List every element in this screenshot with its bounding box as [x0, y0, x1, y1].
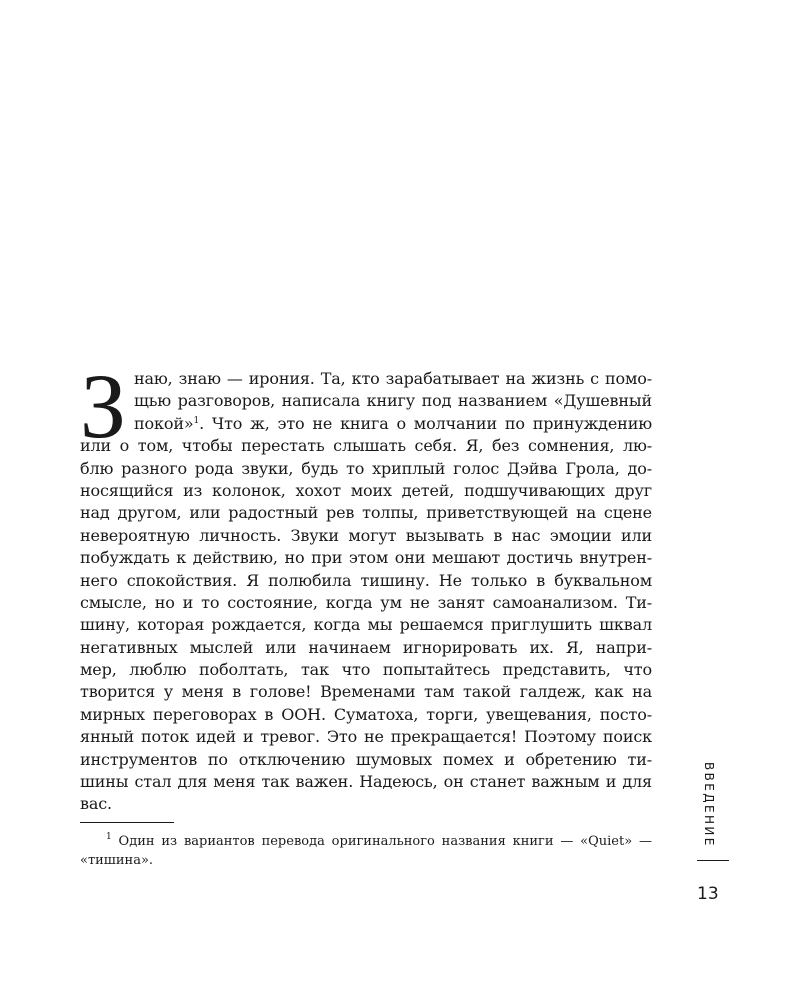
body-line: творится у меня в голове! Временами там такой галдеж, как на: [80, 682, 652, 702]
body-line: мирных переговорах в ООН. Суматоха, торги, увещевания, посто-: [80, 704, 652, 724]
body-line: блю разного рода звуки, будь то хриплый голос Дэйва Грола, до-: [80, 458, 652, 478]
footnote: [80, 832, 652, 870]
body-line: янный поток идей и тревог. Это не прекращается! Поэтому поиск: [80, 727, 652, 747]
body-line: шины стал для меня так важен. Надеюсь, он станет важным и для: [80, 772, 652, 792]
body-line: смысле, но и то состояние, когда ум не занят самоанализом. Ти-: [80, 592, 652, 612]
body-line: него спокойствия. Я полюбила тишину. Не только в буквальном: [80, 570, 652, 590]
body-line: инструментов по отключению шумовых помех и обретению ти-: [80, 749, 652, 769]
footnote-line: [80, 832, 652, 851]
footnote-marker: 1: [106, 832, 112, 842]
body-line-with-footnote-ref: [80, 413, 652, 435]
footnote-line: «тишина».: [80, 853, 154, 868]
body-line: вас.: [80, 794, 112, 814]
body-line: щью разговоров, написала книгу под названием «Душевный: [134, 391, 652, 411]
body-line: побуждать к действию, но при этом они мешают достичь внутрен-: [80, 548, 652, 568]
body-line: наю, знаю — ирония. Та, кто зарабатывает на жизнь с помо-: [134, 369, 652, 388]
footnote-text: Один из вариантов перевода оригинального названия книги — «Quiet» —: [111, 834, 652, 849]
body-line: мер, люблю поболтать, так что попытайтесь представить, что: [80, 660, 652, 680]
body-line: невероятную личность. Звуки могут вызывать в нас эмоции или: [80, 525, 652, 545]
body-text: [80, 355, 652, 816]
body-line-text: . Что ж, это не книга о молчании по принуждению: [199, 413, 652, 433]
drop-cap: З: [80, 355, 127, 457]
footnote-reference: 1: [193, 415, 200, 426]
margin-divider: [697, 860, 729, 861]
body-line: шину, которая рождается, когда мы решаемся приглушить шквал: [80, 615, 652, 635]
body-line: над другом, или радостный рев толпы, приветствующей на сцене: [80, 503, 652, 523]
body-line: носящийся из колонок, хохот моих детей, подшучивающих друг: [80, 480, 652, 500]
body-line-text: покой»: [134, 413, 194, 433]
body-line: или о том, чтобы перестать слышать себя. Я, без сомнения, лю-: [80, 436, 652, 456]
body-line: негативных мыслей или начинаем игнорировать их. Я, напри-: [80, 637, 652, 657]
footnote-divider: [80, 822, 174, 823]
page-number: 13: [697, 884, 719, 904]
running-section-title: ВВЕДЕНИЕ: [702, 762, 716, 848]
